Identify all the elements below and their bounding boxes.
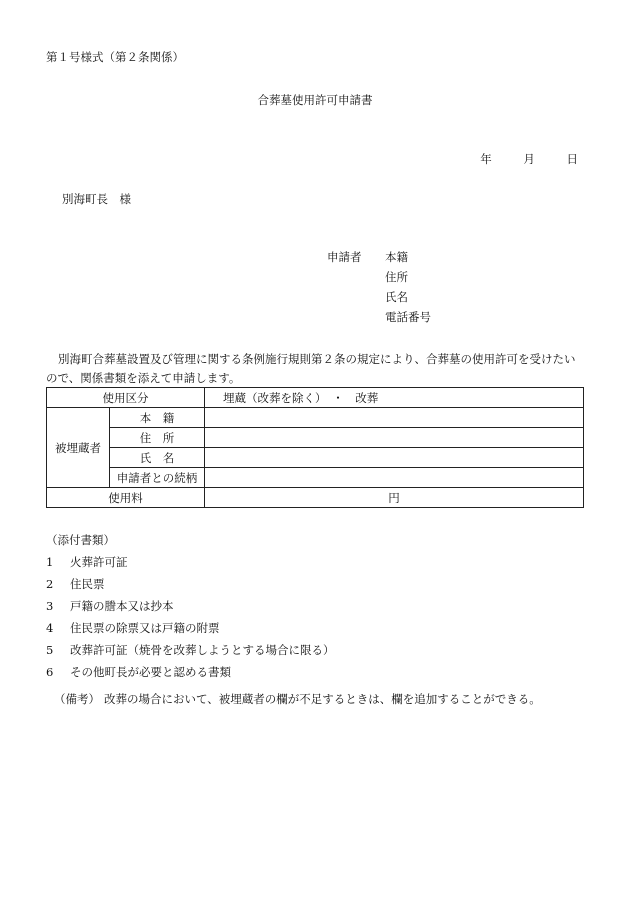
applicant-address-label: 住所 (385, 270, 408, 284)
table-row (47, 388, 584, 408)
applicant-phone-label: 電話番号 (385, 310, 431, 324)
table-row (47, 468, 584, 488)
table-row (47, 408, 584, 428)
attachment-item (46, 621, 220, 635)
date-month: 月 (523, 152, 535, 166)
attachment-item (46, 599, 174, 613)
buried-person-label: 被埋蔵者 (47, 408, 110, 488)
buried-name-field[interactable] (205, 448, 584, 468)
buried-address-field[interactable] (205, 428, 584, 448)
attachment-item (46, 577, 105, 591)
buried-name-label: 氏 名 (110, 448, 205, 468)
date-year: 年 (480, 152, 492, 166)
usage-category-label: 使用区分 (47, 388, 205, 408)
addressee: 別海町長 様 (62, 192, 131, 206)
form-number: 第１号様式（第２条関係） (46, 50, 184, 64)
remarks (54, 692, 541, 706)
attachment-number: 3 (46, 599, 54, 613)
attachment-number: 6 (46, 665, 54, 679)
remarks-label: （備考） (54, 692, 100, 706)
table-row (47, 448, 584, 468)
relationship-label: 申請者との続柄 (110, 468, 205, 488)
usage-category-value[interactable]: 埋蔵（改葬を除く） ・ 改葬 (205, 388, 584, 408)
attachment-number: 1 (46, 555, 54, 569)
date-line (480, 152, 578, 166)
table-row (47, 428, 584, 448)
applicant-domicile-label: 本籍 (385, 250, 408, 264)
attachments-title: （添付書類） (46, 533, 115, 547)
relationship-field[interactable] (205, 468, 584, 488)
attachment-number: 4 (46, 621, 54, 635)
attachment-item (46, 665, 231, 679)
form-title: 合葬墓使用許可申請書 (257, 93, 373, 107)
buried-address-label: 住 所 (110, 428, 205, 448)
attachment-text: 戸籍の謄本又は抄本 (70, 599, 174, 613)
attachment-text: 住民票の除票又は戸籍の附票 (70, 621, 220, 635)
attachment-text: 改葬許可証（焼骨を改葬しようとする場合に限る） (70, 643, 335, 657)
attachment-text: その他町長が必要と認める書類 (70, 665, 231, 679)
attachment-text: 住民票 (70, 577, 105, 591)
fee-label: 使用料 (47, 488, 205, 508)
buried-domicile-field[interactable] (205, 408, 584, 428)
date-day: 日 (566, 152, 578, 166)
application-statement: 別海町合葬墓設置及び管理に関する条例施行規則第２条の規定により、合葬墓の使用許可を受けたいので、関係書類を添えて申請します。 (46, 352, 576, 385)
applicant-name-label: 氏名 (385, 290, 408, 304)
attachment-item (46, 643, 335, 657)
buried-domicile-label: 本 籍 (110, 408, 205, 428)
remarks-text: 改葬の場合において、被埋蔵者の欄が不足するときは、欄を追加することができる。 (104, 692, 541, 706)
attachment-item (46, 555, 128, 569)
attachment-text: 火葬許可証 (70, 555, 128, 569)
fee-field[interactable]: 円 (205, 488, 584, 508)
attachment-number: 2 (46, 577, 54, 591)
table-row (47, 488, 584, 508)
applicant-label: 申請者 (327, 250, 362, 264)
attachment-number: 5 (46, 643, 54, 657)
application-table (46, 387, 584, 508)
